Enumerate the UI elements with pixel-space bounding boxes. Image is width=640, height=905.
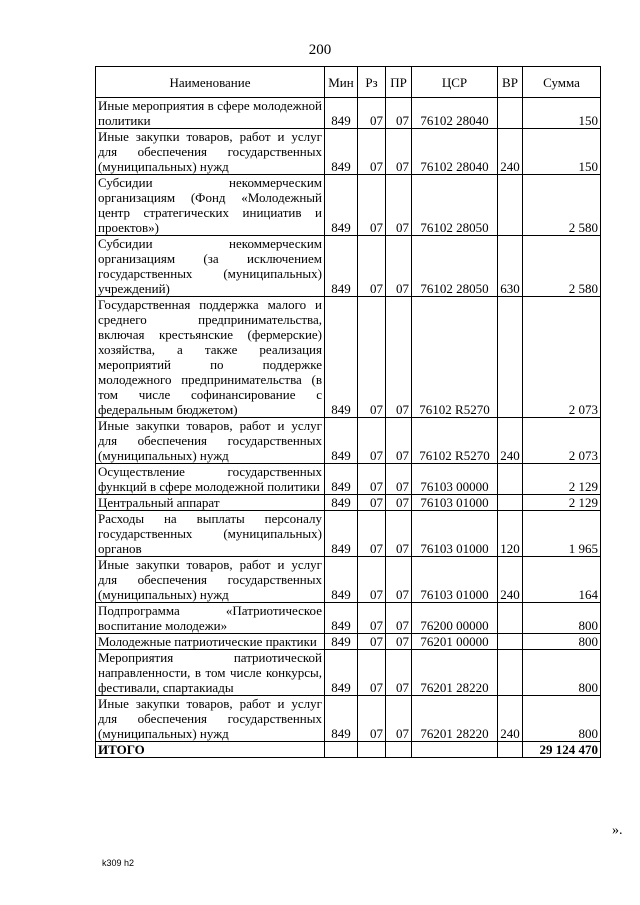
cell-name: Осуществление государственных функций в сфере молодежной политики xyxy=(96,464,325,495)
cell-name: Иные закупки товаров, работ и услуг для обеспечения государственных (муниципальных) нужд xyxy=(96,557,325,603)
cell-vr xyxy=(498,634,523,650)
cell-pr: 07 xyxy=(386,634,412,650)
cell-name: Иные закупки товаров, работ и услуг для обеспечения государственных (муниципальных) нужд xyxy=(96,129,325,175)
page-number: 200 xyxy=(308,42,332,58)
cell-rz: 07 xyxy=(358,603,386,634)
footer-code: k309 h2 xyxy=(102,858,135,868)
table-row xyxy=(96,175,601,236)
cell-pr: 07 xyxy=(386,696,412,742)
cell-name: Подпрограмма «Патриотическое воспитание молодежи» xyxy=(96,603,325,634)
table-row xyxy=(96,464,601,495)
cell-csr: 76201 28220 xyxy=(412,696,498,742)
cell-sum: 800 xyxy=(523,603,601,634)
cell-name: Центральный аппарат xyxy=(96,495,325,511)
cell-sum: 2 073 xyxy=(523,297,601,418)
budget-table xyxy=(95,66,601,758)
cell-sum: 800 xyxy=(523,696,601,742)
cell-rz: 07 xyxy=(358,696,386,742)
table-row xyxy=(96,696,601,742)
cell-sum: 2 580 xyxy=(523,175,601,236)
table-row xyxy=(96,650,601,696)
cell-sum: 2 129 xyxy=(523,495,601,511)
cell-sum: 2 073 xyxy=(523,418,601,464)
cell-csr: 76102 28050 xyxy=(412,236,498,297)
table-header-row xyxy=(96,67,601,98)
cell-vr xyxy=(498,495,523,511)
cell-csr: 76102 28040 xyxy=(412,129,498,175)
cell-sum: 2 580 xyxy=(523,236,601,297)
table-row xyxy=(96,557,601,603)
total-empty-cell xyxy=(498,742,523,758)
cell-sum: 2 129 xyxy=(523,464,601,495)
cell-rz: 07 xyxy=(358,297,386,418)
cell-sum: 150 xyxy=(523,98,601,129)
cell-csr: 76200 00000 xyxy=(412,603,498,634)
cell-sum: 800 xyxy=(523,650,601,696)
cell-name: Иные закупки товаров, работ и услуг для обеспечения государственных (муниципальных) нужд xyxy=(96,696,325,742)
column-header-vr: ВР xyxy=(498,67,523,98)
column-header-name: Наименование xyxy=(96,67,325,98)
cell-csr: 76103 01000 xyxy=(412,557,498,603)
cell-name: Иные закупки товаров, работ и услуг для обеспечения государственных (муниципальных) нужд xyxy=(96,418,325,464)
cell-rz: 07 xyxy=(358,495,386,511)
cell-sum: 1 965 xyxy=(523,511,601,557)
cell-rz: 07 xyxy=(358,557,386,603)
cell-vr xyxy=(498,603,523,634)
cell-min: 849 xyxy=(325,696,358,742)
cell-pr: 07 xyxy=(386,418,412,464)
column-header-pr: ПР xyxy=(386,67,412,98)
cell-rz: 07 xyxy=(358,129,386,175)
column-header-min: Мин xyxy=(325,67,358,98)
cell-rz: 07 xyxy=(358,236,386,297)
cell-min: 849 xyxy=(325,495,358,511)
cell-rz: 07 xyxy=(358,464,386,495)
cell-min: 849 xyxy=(325,634,358,650)
cell-min: 849 xyxy=(325,418,358,464)
cell-pr: 07 xyxy=(386,495,412,511)
cell-vr xyxy=(498,175,523,236)
total-label: ИТОГО xyxy=(96,742,325,758)
cell-csr: 76103 01000 xyxy=(412,495,498,511)
cell-min: 849 xyxy=(325,464,358,495)
cell-csr: 76102 28050 xyxy=(412,175,498,236)
cell-name: Мероприятия патриотической направленности, в том числе конкурсы, фестивали, спартакиады xyxy=(96,650,325,696)
cell-pr: 07 xyxy=(386,98,412,129)
cell-vr: 240 xyxy=(498,696,523,742)
cell-csr: 76103 01000 xyxy=(412,511,498,557)
cell-min: 849 xyxy=(325,557,358,603)
cell-sum: 150 xyxy=(523,129,601,175)
table-row xyxy=(96,418,601,464)
table-row xyxy=(96,634,601,650)
column-header-sum: Сумма xyxy=(523,67,601,98)
table-row xyxy=(96,495,601,511)
cell-csr: 76102 R5270 xyxy=(412,297,498,418)
cell-vr xyxy=(498,464,523,495)
cell-pr: 07 xyxy=(386,129,412,175)
cell-pr: 07 xyxy=(386,511,412,557)
column-header-rz: Рз xyxy=(358,67,386,98)
total-row xyxy=(96,742,601,758)
table-row xyxy=(96,129,601,175)
total-sum: 29 124 470 xyxy=(523,742,601,758)
table-row xyxy=(96,98,601,129)
cell-min: 849 xyxy=(325,236,358,297)
cell-csr: 76201 00000 xyxy=(412,634,498,650)
cell-rz: 07 xyxy=(358,634,386,650)
cell-vr: 240 xyxy=(498,418,523,464)
cell-name: Государственная поддержка малого и среднего предпринимательства, включая крестьянские (фермерские) хозяйства, а также реализация мероприятий по поддержке молодежного предпринимательства (в том числе софинансирование с федеральным бюджетом) xyxy=(96,297,325,418)
cell-pr: 07 xyxy=(386,603,412,634)
cell-min: 849 xyxy=(325,297,358,418)
cell-rz: 07 xyxy=(358,175,386,236)
cell-csr: 76201 28220 xyxy=(412,650,498,696)
cell-rz: 07 xyxy=(358,650,386,696)
cell-min: 849 xyxy=(325,129,358,175)
cell-vr xyxy=(498,650,523,696)
cell-pr: 07 xyxy=(386,557,412,603)
table-row xyxy=(96,297,601,418)
cell-name: Иные мероприятия в сфере молодежной политики xyxy=(96,98,325,129)
cell-min: 849 xyxy=(325,511,358,557)
cell-pr: 07 xyxy=(386,175,412,236)
cell-pr: 07 xyxy=(386,236,412,297)
cell-rz: 07 xyxy=(358,418,386,464)
cell-csr: 76102 28040 xyxy=(412,98,498,129)
cell-sum: 800 xyxy=(523,634,601,650)
cell-vr: 630 xyxy=(498,236,523,297)
cell-name: Молодежные патриотические практики xyxy=(96,634,325,650)
cell-name: Субсидии некоммерческим организациям (за исключением государственных (муниципальных) учреждений) xyxy=(96,236,325,297)
cell-name: Расходы на выплаты персоналу государственных (муниципальных) органов xyxy=(96,511,325,557)
cell-vr: 120 xyxy=(498,511,523,557)
cell-vr: 240 xyxy=(498,129,523,175)
total-empty-cell xyxy=(325,742,358,758)
cell-vr: 240 xyxy=(498,557,523,603)
table-row xyxy=(96,511,601,557)
cell-pr: 07 xyxy=(386,297,412,418)
table-row xyxy=(96,236,601,297)
cell-min: 849 xyxy=(325,175,358,236)
cell-min: 849 xyxy=(325,603,358,634)
cell-pr: 07 xyxy=(386,650,412,696)
total-empty-cell xyxy=(358,742,386,758)
cell-name: Субсидии некоммерческим организациям (Фонд «Молодежный центр стратегических инициатив и проектов») xyxy=(96,175,325,236)
column-header-csr: ЦСР xyxy=(412,67,498,98)
total-empty-cell xyxy=(412,742,498,758)
cell-csr: 76102 R5270 xyxy=(412,418,498,464)
cell-vr xyxy=(498,297,523,418)
cell-rz: 07 xyxy=(358,511,386,557)
cell-min: 849 xyxy=(325,98,358,129)
cell-vr xyxy=(498,98,523,129)
cell-min: 849 xyxy=(325,650,358,696)
cell-csr: 76103 00000 xyxy=(412,464,498,495)
cell-rz: 07 xyxy=(358,98,386,129)
closing-quote-mark: ». xyxy=(612,823,623,838)
cell-sum: 164 xyxy=(523,557,601,603)
table-row xyxy=(96,603,601,634)
total-empty-cell xyxy=(386,742,412,758)
cell-pr: 07 xyxy=(386,464,412,495)
